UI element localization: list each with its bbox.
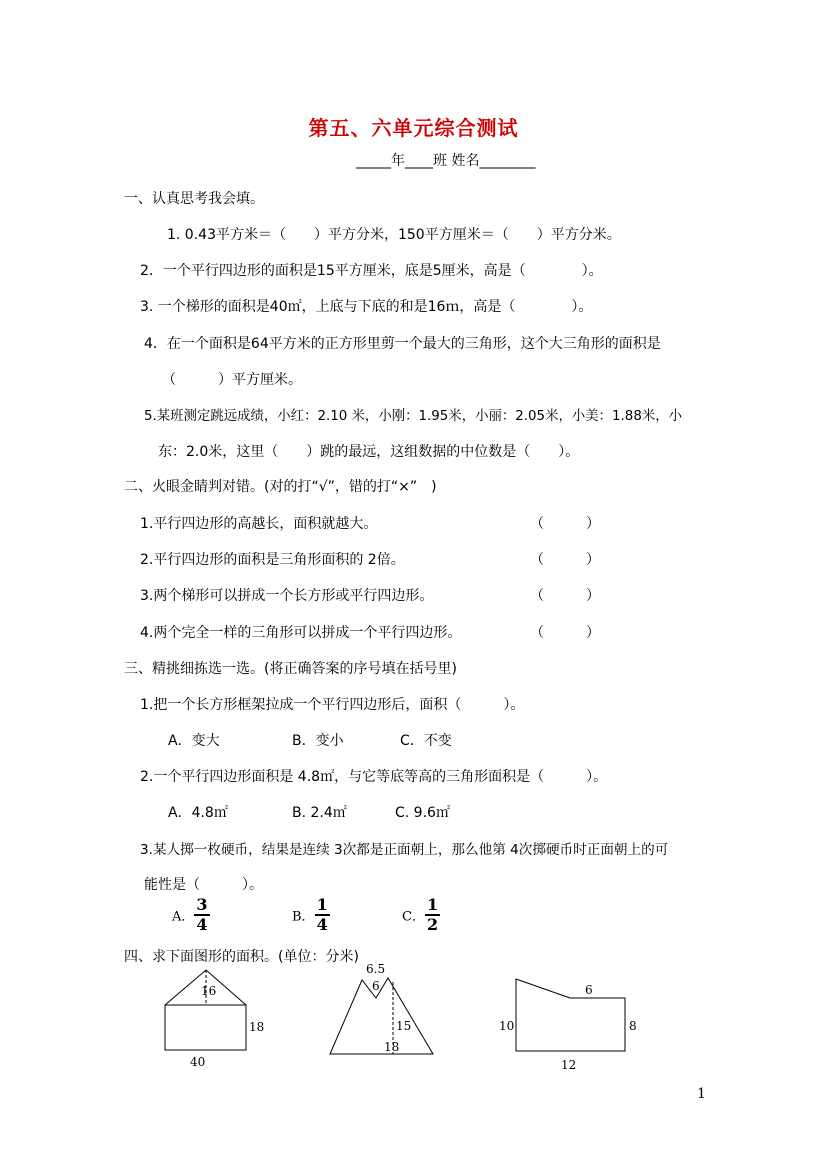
s1-question-5-line1: 5.某班测定跳远成绩，小红：2.10 米，小刚：1.95米，小丽：2.05米，小美：1.88米，小 bbox=[144, 409, 683, 424]
s3-question-2[interactable]: 2.一个平行四边形面积是 4.8㎡，与它等底等高的三角形面积是（ ）。 bbox=[140, 769, 608, 785]
figure-1-base-label: 40 bbox=[190, 1055, 206, 1069]
name-class-line[interactable]: _____年____班 姓名________ bbox=[356, 153, 536, 169]
fraction bbox=[194, 896, 209, 934]
s2-answer-bracket-1[interactable]: （ ） bbox=[530, 516, 600, 532]
figure-3-right-label: 8 bbox=[629, 1019, 637, 1033]
s3-q3-option-b[interactable] bbox=[292, 896, 330, 934]
section-3-heading: 三、精挑细拣选一选。(将正确答案的序号填在括号里) bbox=[124, 661, 457, 677]
s3-q2-option-c[interactable]: C. 9.6㎡ bbox=[395, 805, 450, 821]
option-label: A． bbox=[172, 909, 195, 925]
figure-2-inner-label: 6 bbox=[372, 979, 380, 993]
figure-2-height-label: 15 bbox=[396, 1019, 412, 1033]
fraction-denominator: 4 bbox=[316, 915, 328, 934]
s2-statement-1: 1.平行四边形的高越长，面积就越大。 bbox=[140, 516, 378, 532]
figure-1-side-label: 18 bbox=[249, 1020, 265, 1034]
s3-q3-option-c[interactable] bbox=[402, 896, 440, 934]
s2-statement-2: 2.平行四边形的面积是三角形面积的 2倍。 bbox=[140, 552, 405, 568]
fraction-numerator: 1 bbox=[426, 895, 439, 914]
s3-q1-option-a[interactable]: A．变大 bbox=[168, 733, 220, 749]
fraction-denominator: 2 bbox=[426, 915, 439, 934]
s2-statement-3: 3.两个梯形可以拼成一个长方形或平行四边形。 bbox=[140, 588, 434, 604]
s1-question-4-line2[interactable]: （ ）平方厘米。 bbox=[162, 372, 302, 388]
section-1-heading: 一、认真思考我会填。 bbox=[124, 191, 264, 207]
s1-question-2[interactable]: 2．一个平行四边形的面积是15平方厘米，底是5厘米，高是（ ）。 bbox=[140, 263, 603, 279]
s3-question-3-line1: 3.某人掷一枚硬币，结果是连续 3次都是正面朝上，那么他第 4次掷硬币时正面朝上的可 bbox=[140, 842, 669, 858]
s3-q1-option-b[interactable]: B．变小 bbox=[292, 733, 344, 749]
s1-question-4-line1: 4．在一个面积是64平方米的正方形里剪一个最大的三角形，这个大三角形的面积是 bbox=[144, 336, 661, 352]
figure-3-pentagon-shape bbox=[495, 970, 645, 1075]
figure-2-m-shape bbox=[320, 960, 445, 1060]
section-2-heading: 二、火眼金睛判对错。(对的打“√”，错的打“×” ) bbox=[124, 479, 437, 495]
fraction-denominator: 4 bbox=[196, 915, 208, 934]
s3-q3-option-a[interactable] bbox=[172, 896, 210, 934]
figure-2-top-label: 6.5 bbox=[366, 962, 386, 976]
page-title: 第五、六单元综合测试 bbox=[308, 116, 519, 140]
option-label: B． bbox=[292, 909, 315, 925]
s3-q1-option-c[interactable]: C．不变 bbox=[400, 733, 452, 749]
figure-1-house-shape bbox=[150, 965, 280, 1075]
figure-2-base-label: 18 bbox=[384, 1040, 400, 1054]
fraction-numerator: 1 bbox=[316, 895, 328, 914]
s2-statement-4: 4.两个完全一样的三角形可以拼成一个平行四边形。 bbox=[140, 625, 462, 641]
s1-question-5-line2[interactable]: 东：2.0米，这里（ ）跳的最远，这组数据的中位数是（ ）。 bbox=[158, 444, 580, 460]
s3-q2-option-b[interactable]: B. 2.4㎡ bbox=[292, 805, 347, 821]
s1-question-3[interactable]: 3. 一个梯形的面积是40㎡，上底与下底的和是16ｍ，高是（ ）。 bbox=[140, 299, 593, 315]
fraction bbox=[315, 896, 330, 934]
option-label: C． bbox=[402, 909, 425, 925]
figure-1-height-label: 16 bbox=[201, 984, 217, 998]
s2-answer-bracket-3[interactable]: （ ） bbox=[530, 588, 600, 604]
section-4-heading: 四、求下面图形的面积。(单位：分米) bbox=[124, 949, 359, 965]
s3-question-3-line2[interactable]: 能性是（ ）。 bbox=[144, 877, 263, 893]
fraction bbox=[425, 896, 440, 934]
fraction-numerator: 3 bbox=[196, 895, 208, 914]
s2-answer-bracket-4[interactable]: （ ） bbox=[530, 625, 600, 641]
page-number: 1 bbox=[697, 1086, 706, 1102]
figure-3-left-label: 10 bbox=[499, 1019, 515, 1033]
s3-question-1[interactable]: 1.把一个长方形框架拉成一个平行四边形后，面积（ ）。 bbox=[140, 697, 525, 713]
figure-3-base-label: 12 bbox=[561, 1058, 577, 1072]
s2-answer-bracket-2[interactable]: （ ） bbox=[530, 552, 600, 568]
s3-q2-option-a[interactable]: A．4.8㎡ bbox=[168, 805, 228, 821]
figure-3-top-label: 6 bbox=[585, 983, 593, 997]
s1-question-1[interactable]: 1. 0.43平方米＝（ ）平方分米，150平方厘米＝（ ）平方分米。 bbox=[167, 227, 621, 243]
